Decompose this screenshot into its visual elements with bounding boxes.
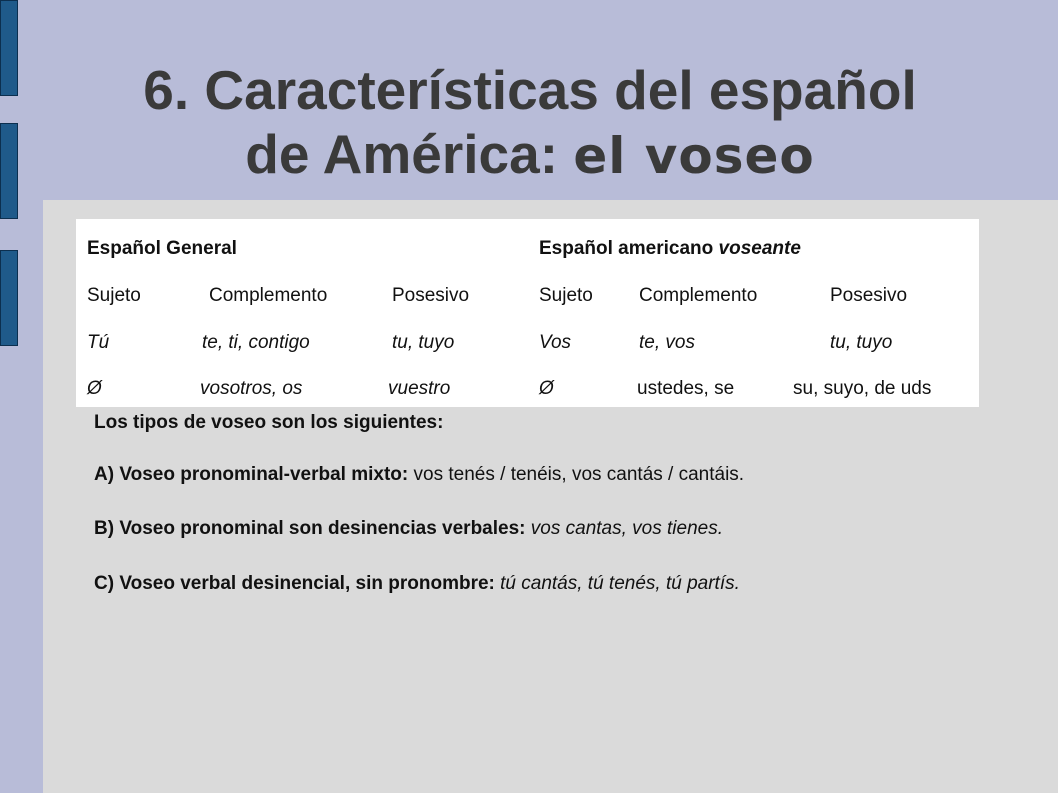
voseo-type-example: tú cantás, tú tenés, tú partís. bbox=[494, 573, 740, 594]
decorative-bar-2 bbox=[0, 123, 18, 219]
table-cell: te, ti, contigo bbox=[202, 332, 310, 353]
voseo-type-label: B) Voseo pronominal son desinencias verbales: bbox=[94, 518, 526, 539]
decorative-bar-3 bbox=[0, 250, 18, 346]
table-cell: tu, tuyo bbox=[830, 332, 893, 353]
table-column-label: Complemento bbox=[639, 285, 758, 306]
table-column-label: Posesivo bbox=[830, 285, 908, 306]
voseo-types-intro: Los tipos de voseo son los siguientes: bbox=[94, 412, 444, 433]
table-cell: Tú bbox=[87, 332, 110, 353]
slide-title-line-1: 6. Características del español bbox=[143, 59, 917, 121]
table-header-american bbox=[539, 238, 801, 260]
voseo-type-label: A) Voseo pronominal-verbal mixto: bbox=[94, 464, 409, 485]
table-cell: Vos bbox=[539, 332, 572, 353]
table-header-general: Español General bbox=[87, 238, 237, 259]
voseo-type-item bbox=[94, 464, 744, 486]
table-cell: tu, tuyo bbox=[392, 332, 455, 353]
voseo-type-item bbox=[94, 518, 723, 540]
slide-title-line-2-part-a: de América: bbox=[245, 123, 574, 185]
table-column-label: Sujeto bbox=[539, 285, 593, 306]
voseo-type-label: C) Voseo verbal desinencial, sin pronombre: bbox=[94, 573, 495, 594]
table-cell: su, suyo, de uds bbox=[793, 378, 932, 399]
voseo-type-example: vos tenés / tenéis, vos cantás / cantáis. bbox=[408, 464, 745, 485]
table-cell: vuestro bbox=[388, 378, 451, 399]
table-cell: Ø bbox=[539, 378, 554, 399]
table-cell: ustedes, se bbox=[637, 378, 735, 399]
table-header-american-text: Español americano bbox=[539, 238, 719, 259]
slide-title-line-2 bbox=[40, 122, 1020, 188]
voseo-type-item bbox=[94, 573, 740, 595]
slide-title-line-2-part-b: el voseo bbox=[573, 127, 815, 185]
table-cell: te, vos bbox=[639, 332, 695, 353]
decorative-bar-1 bbox=[0, 0, 18, 96]
table-header-american-italic: voseante bbox=[718, 238, 801, 259]
table-column-label: Posesivo bbox=[392, 285, 470, 306]
table-cell: Ø bbox=[87, 378, 102, 399]
voseo-type-example: vos cantas, vos tienes. bbox=[525, 518, 723, 539]
table-cell: vosotros, os bbox=[200, 378, 303, 399]
slide-title bbox=[40, 58, 1020, 188]
table-column-label: Sujeto bbox=[87, 285, 141, 306]
table-column-label: Complemento bbox=[209, 285, 328, 306]
